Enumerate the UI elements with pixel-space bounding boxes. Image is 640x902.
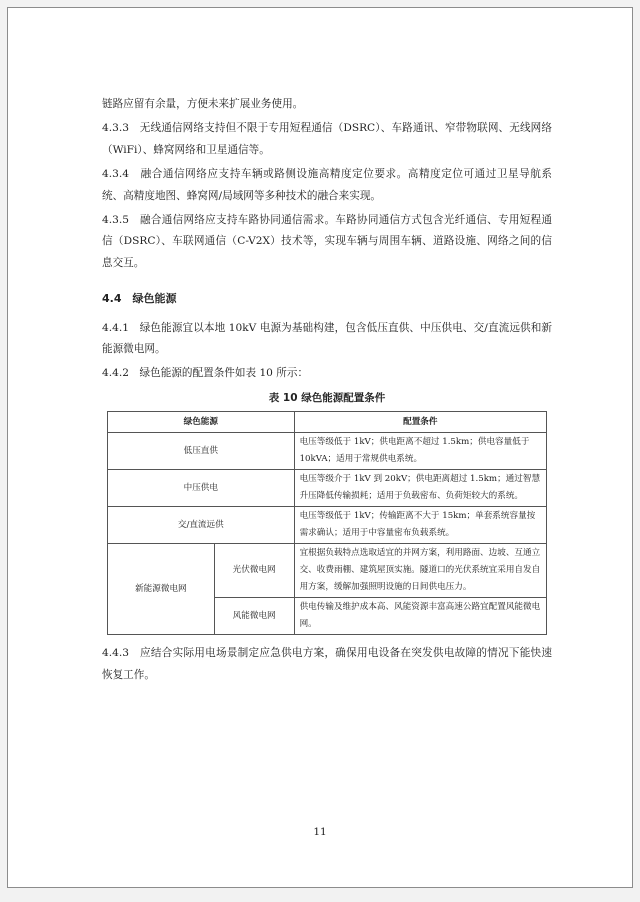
table-header-condition: 配置条件 bbox=[294, 412, 546, 433]
page-number: 11 bbox=[313, 826, 327, 838]
table-row bbox=[108, 433, 547, 470]
table-header-row bbox=[108, 412, 547, 433]
table-title: 表 10 绿色能源配置条件 bbox=[268, 391, 386, 404]
paragraph-4-4-2: 4.4.2 绿色能源的配置条件如表 10 所示： bbox=[102, 367, 309, 380]
section-heading-4-4: 4.4 绿色能源 bbox=[102, 292, 177, 306]
paragraph-4-4-3: 4.4.3 应结合实际用电场景制定应急供电方案，确保用电设备在突发供电故障的情况下能快速恢复工作。 bbox=[102, 647, 552, 681]
table-cell-category: 新能源微电网 bbox=[108, 544, 215, 635]
green-energy-table bbox=[107, 411, 547, 635]
table-row bbox=[108, 470, 547, 507]
page-content bbox=[102, 94, 552, 689]
paragraph-4-3-4: 4.3.4 融合通信网络应支持车辆或路侧设施高精度定位要求。高精度定位可通过卫星导航系统、高精度地图、蜂窝网/局域网等多种技术的融合来实现。 bbox=[102, 168, 552, 202]
table-row bbox=[108, 507, 547, 544]
table-cell-condition: 电压等级低于 1kV；传输距离不大于 15km；单套系统容量按需求确认；适用于中容量密布负载系统。 bbox=[294, 507, 546, 544]
paragraph-continuation: 链路应留有余量，方便未来扩展业务使用。 bbox=[102, 98, 304, 110]
table-cell-condition: 电压等级介于 1kV 到 20kV；供电距离超过 1.5km；通过智慧升压降低传输损耗；适用于负载密布、负荷矩较大的系统。 bbox=[294, 470, 546, 507]
table-cell-category: 交/直流远供 bbox=[108, 507, 295, 544]
paragraph-4-3-3: 4.3.3 无线通信网络支持但不限于专用短程通信（DSRC）、车路通讯、窄带物联网、无线网络（WiFi）、蜂窝网络和卫星通信等。 bbox=[102, 122, 552, 156]
table-cell-category: 中压供电 bbox=[108, 470, 295, 507]
paragraph-4-4-1: 4.4.1 绿色能源宜以本地 10kV 电源为基础构建，包含低压直供、中压供电、交/直流远供和新能源微电网。 bbox=[102, 321, 552, 356]
table-row bbox=[108, 544, 547, 598]
table-cell-condition: 电压等级低于 1kV；供电距离不超过 1.5km；供电容量低于 10kVA；适用于常规供电系统。 bbox=[294, 433, 546, 470]
table-cell-condition: 宜根据负载特点选取适宜的并网方案，利用路面、边坡、互通立交、收费雨棚、建筑屋顶实施。隧道口的光伏系统宜采用自发自用方案，缓解加强照明设施的日间供电压力。 bbox=[294, 544, 546, 598]
table-cell-subcategory: 风能微电网 bbox=[214, 598, 294, 635]
table-cell-condition: 供电传输及维护成本高、风能资源丰富高速公路宜配置风能微电网。 bbox=[294, 598, 546, 635]
paragraph-4-3-5: 4.3.5 融合通信网络应支持车路协同通信需求。车路协同通信方式包含光纤通信、专用短程通信（DSRC）、车联网通信（C-V2X）技术等，实现车辆与周围车辆、道路设施、网络之间的信息交互。 bbox=[102, 214, 552, 269]
document-page bbox=[7, 7, 633, 888]
table-header-energy: 绿色能源 bbox=[108, 412, 295, 433]
table-cell-category: 低压直供 bbox=[108, 433, 295, 470]
table-cell-subcategory: 光伏微电网 bbox=[214, 544, 294, 598]
